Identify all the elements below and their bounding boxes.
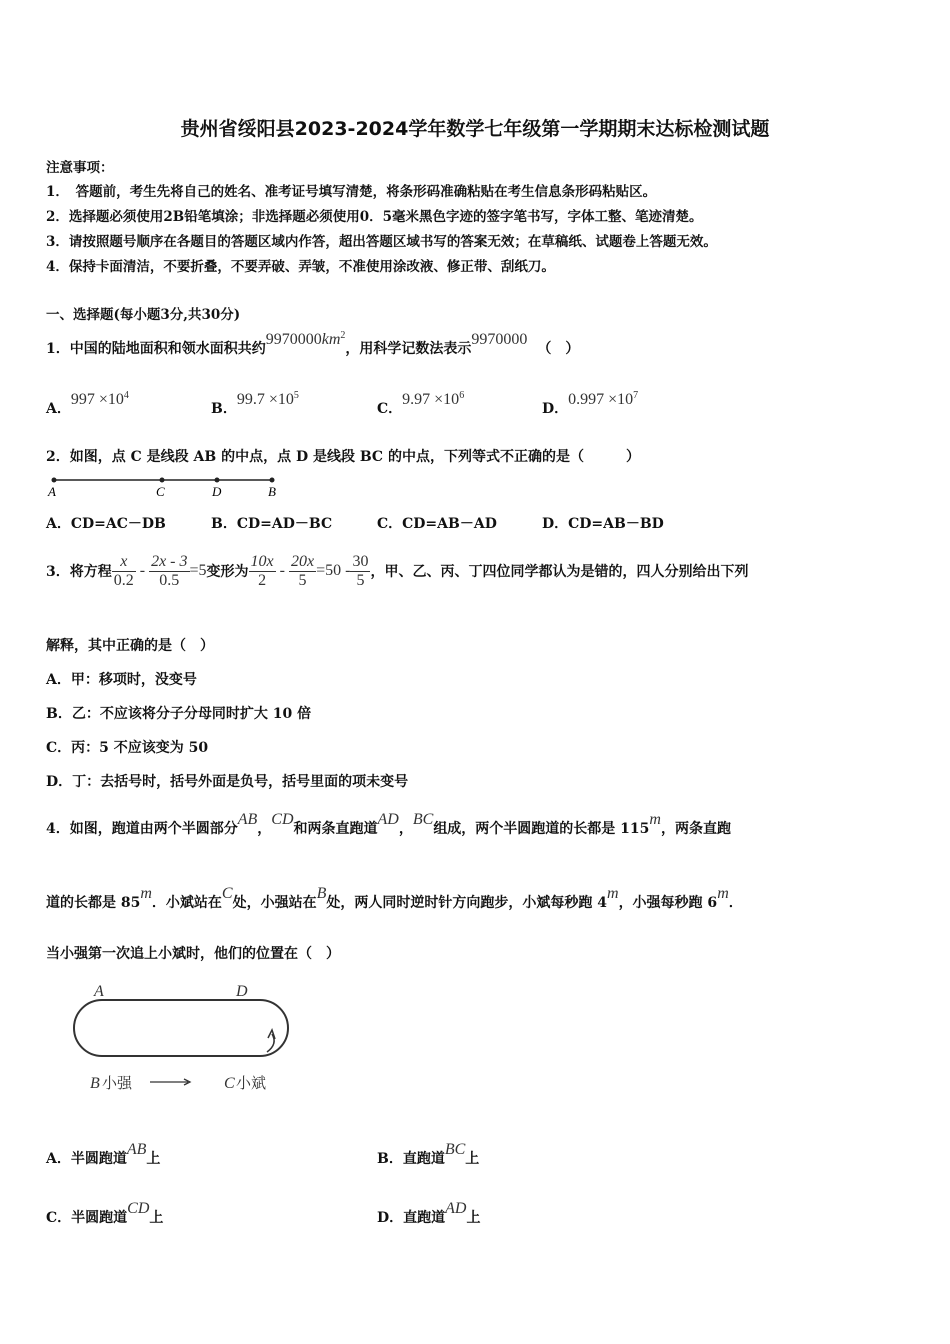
q4-var-c: C (221, 885, 233, 902)
q3-eq2-frac2 (289, 553, 316, 590)
question-4-line1 (46, 811, 731, 838)
q1-unit-exp: 2 (340, 330, 346, 342)
q4-p1: 4．如图，跑道由两个半圆部分 (46, 821, 238, 837)
question-2: 2．如图，点 C 是线段 AB 的中点，点 D 是线段 BC 的中点，下列等式不正确的是（ ） (46, 449, 640, 465)
q4-unit-m-1: m (649, 811, 661, 828)
q1-option-c-base: 9.97 ×10 (402, 391, 460, 408)
q4-unit-m-2: m (140, 885, 152, 902)
q1-option-d-label: D． (542, 401, 569, 417)
q1-option-a-label: A． (46, 401, 71, 417)
q2-point-b (270, 478, 275, 483)
q3-eq1-minus: - (139, 562, 146, 579)
q4-fig-label-c: C (224, 1075, 235, 1092)
q4-option-a-label: A．半圆跑道 (46, 1151, 127, 1167)
q4-l2e: ，小强每秒跑 6 (618, 895, 718, 911)
notice-item-3: 3．请按照题号顺序在各题目的答题区域内作答，超出答题区域书写的答案无效；在草稿纸、试题卷上答题无效。 (46, 234, 717, 250)
q4-comma-1: ， (257, 821, 272, 837)
page-title: 贵州省绥阳县2023-2024学年数学七年级第一学期期末达标检测试题 (180, 118, 770, 140)
q4-var-cd: CD (271, 811, 294, 828)
q1-option-a[interactable] (46, 390, 129, 418)
notice-heading: 注意事项： (46, 160, 114, 176)
q1-option-c-label: C． (377, 401, 403, 417)
q2-label-a: A (48, 484, 56, 499)
q1-middle: ，用科学记数法表示 (345, 341, 472, 357)
q2-label-b: B (268, 484, 276, 499)
q4-var-bc: BC (412, 811, 434, 828)
q4-option-c-label: C．半圆跑道 (46, 1210, 128, 1226)
q4-fig-label-a: A (94, 983, 104, 1000)
q3-eq1-frac2-num: 2x - 3 (151, 552, 188, 570)
q3-eq2-frac3-num: 30 (352, 552, 369, 570)
question-4-line2 (46, 885, 743, 912)
q4-option-d[interactable] (377, 1200, 481, 1227)
question-1 (46, 330, 580, 358)
q4-option-b-tail: 上 (465, 1151, 480, 1167)
notice-item-2: 2．选择题必须使用2B铅笔填涂；非选择题必须使用0．5毫米黑色字迹的签字笔书写，字体工整、笔迹清楚。 (46, 209, 703, 225)
q4-option-c-tail: 上 (149, 1210, 164, 1226)
q4-unit-m-3: m (607, 885, 619, 902)
question-4-line3: 当小强第一次追上小斌时，他们的位置在（ ） (46, 946, 340, 962)
q4-p2: 和两条直跑道 (293, 821, 378, 837)
q3-eq1-frac1-den: 0.2 (113, 571, 134, 589)
q4-option-d-tail: 上 (466, 1210, 481, 1226)
q3-eq1-frac1 (112, 553, 136, 590)
q4-var-ab: AB (237, 811, 258, 828)
q4-l2c: 处，小强站在 (232, 895, 317, 911)
q2-option-d[interactable]: D．CD=AB－BD (542, 516, 664, 532)
q4-option-c[interactable] (46, 1200, 164, 1227)
q3-eq2-frac3-den: 5 (356, 571, 365, 589)
q3-eq2-minus: - (279, 562, 285, 579)
q3-eq2-frac1 (249, 553, 276, 590)
q4-track-shape (74, 1000, 288, 1056)
q1-option-b-label: B． (211, 401, 237, 417)
q1-option-d[interactable] (542, 390, 639, 418)
section-heading: 一、选择题(每小题3分,共30分) (46, 307, 241, 323)
q4-var-ad: AD (377, 811, 399, 828)
q4-option-a-tail: 上 (146, 1151, 161, 1167)
q4-comma-2: ， (398, 821, 413, 837)
q3-eq2-rhs: =50 - (316, 562, 351, 579)
q4-option-a-var: AB (126, 1141, 147, 1158)
q4-track-figure (60, 980, 300, 1095)
q3-eq2-frac3 (350, 553, 370, 590)
notice-item-4: 4．保持卡面清洁，不要折叠，不要弄破、弄皱，不准使用涂改液、修正带、刮纸刀。 (46, 259, 555, 275)
q3-option-a[interactable]: A．甲：移项时，没变号 (46, 672, 197, 688)
q3-eq2-frac2-den: 5 (298, 571, 307, 589)
q1-option-a-base: 997 ×10 (70, 391, 124, 408)
q1-value: 9970000 (265, 331, 322, 348)
q1-option-b-exp: 5 (293, 390, 299, 402)
q4-p3: 组成，两个半圆跑道的长都是 115 (433, 821, 650, 837)
q1-value2: 9970000 (471, 331, 528, 348)
q1-prefix: 1．中国的陆地面积和领水面积共约 (46, 341, 266, 357)
question-3 (46, 548, 748, 594)
q4-l2a: 道的长都是 85 (46, 895, 141, 911)
q1-option-b[interactable] (211, 390, 299, 418)
q3-eq2-frac1-den: 2 (258, 571, 267, 589)
q4-l2b: ．小斌站在 (151, 895, 222, 911)
q3-option-b[interactable]: B．乙：不应该将分子分母同时扩大 10 倍 (46, 706, 312, 722)
q4-option-a[interactable] (46, 1141, 161, 1168)
q3-option-c[interactable]: C．丙：5 不应该变为 50 (46, 740, 209, 756)
q4-option-b-var: BC (444, 1141, 466, 1158)
q1-option-a-exp: 4 (123, 390, 129, 402)
q2-option-a[interactable]: A．CD=AC－DB (46, 516, 166, 532)
q4-option-b[interactable] (377, 1141, 480, 1168)
q3-mid: 变形为 (206, 564, 249, 580)
q4-unit-m-4: m (717, 885, 729, 902)
q4-fig-label-qiang: 小强 (102, 1074, 133, 1092)
q2-point-d (215, 478, 220, 483)
q4-option-d-var: AD (445, 1200, 467, 1217)
q4-fig-label-bin: 小斌 (236, 1074, 267, 1092)
q3-eq1-frac2-den: 0.5 (159, 571, 180, 589)
q1-option-d-base: 0.997 ×10 (568, 391, 634, 408)
q3-eq1-rhs: =5 (189, 562, 207, 579)
q1-option-d-exp: 7 (633, 390, 639, 402)
q4-fig-label-d: D (236, 983, 248, 1000)
q4-l2d: 处，两人同时逆时针方向跑步，小斌每秒跑 4 (326, 895, 607, 911)
notice-item-1: 1． 答题前，考生先将自己的姓名、准考证号填写清楚，将条形码准确粘贴在考生信息条形码粘贴区。 (46, 184, 657, 200)
q2-point-a (52, 478, 57, 483)
q2-segment-figure (44, 474, 284, 500)
q3-eq2-frac1-num: 10x (250, 552, 274, 570)
q1-option-c-exp: 6 (459, 390, 465, 402)
q4-l2f: ． (728, 895, 743, 911)
q3-suffix: ，甲、乙、丙、丁四位同学都认为是错的，四人分别给出下列 (370, 564, 749, 580)
q4-fig-label-b: B (90, 1075, 100, 1092)
q2-option-b[interactable]: B．CD=AD－BC (211, 516, 333, 532)
q4-p4: ，两条直跑 (660, 821, 731, 837)
q4-option-b-label: B．直跑道 (377, 1151, 445, 1167)
q3-line2: 解释，其中正确的是（ ） (46, 638, 214, 654)
q3-prefix: 3．将方程 (46, 564, 112, 580)
q3-option-d[interactable]: D．丁：去括号时，括号外面是负号，括号里面的项未变号 (46, 774, 409, 790)
q2-label-d: D (212, 484, 222, 499)
q4-var-b: B (316, 885, 327, 902)
q1-option-b-base: 99.7 ×10 (236, 391, 294, 408)
q1-suffix: （ ） (537, 341, 580, 357)
q4-option-c-var: CD (127, 1200, 150, 1217)
q1-option-c[interactable] (377, 390, 465, 418)
q3-eq2-frac2-num: 20x (290, 552, 315, 570)
q3-eq1-frac1-num: x (112, 553, 136, 572)
q2-option-c[interactable]: C．CD=AB－AD (377, 516, 497, 532)
q1-unit: km (321, 331, 341, 348)
q3-eq1-frac2 (149, 553, 189, 590)
q2-point-c (160, 478, 165, 483)
q4-option-d-label: D．直跑道 (377, 1210, 446, 1226)
q2-label-c: C (156, 484, 165, 499)
